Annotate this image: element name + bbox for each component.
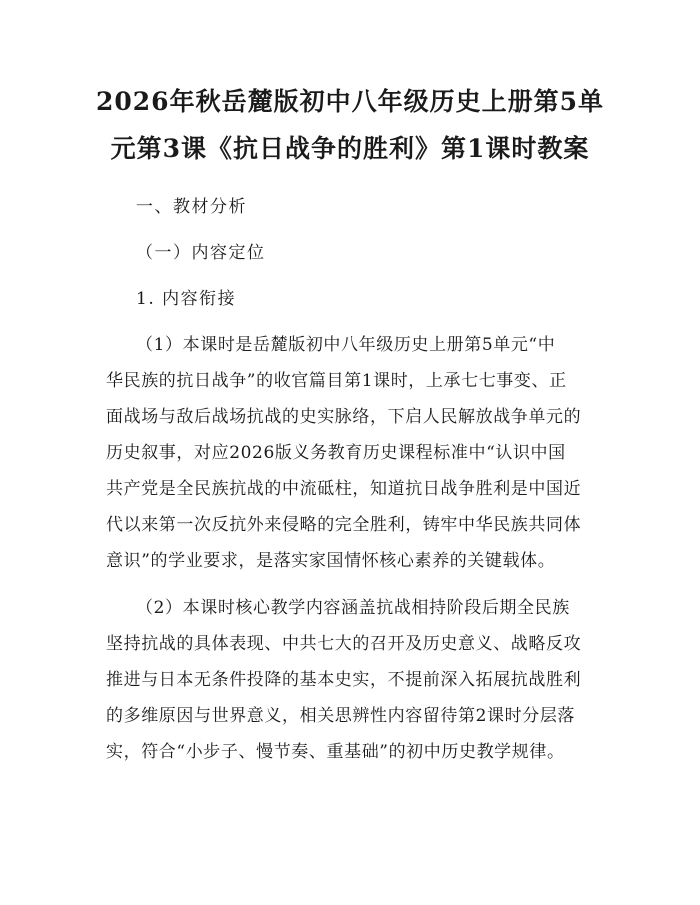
- document-title-line-1: 2026年秋岳麓版初中八年级历史上册第5单: [96, 87, 604, 116]
- paragraph-1-line: 代以来第一次反抗外来侵略的完全胜利，铸牢中华民族共同体: [106, 515, 582, 535]
- paragraph-2-line: 实，符合“小步子、慢节奏、重基础”的初中历史教学规律。: [106, 742, 565, 762]
- paragraph-2-line: 推进与日本无条件投降的基本史实，不提前深入拓展抗战胜利: [106, 670, 582, 690]
- paragraph-1-line: 意识”的学业要求，是落实家国情怀核心素养的关键载体。: [106, 551, 556, 571]
- paragraph-1-line: （1）本课时是岳麓版初中八年级历史上册第5单元“中: [136, 335, 556, 355]
- paragraph-1-line: 华民族的抗日战争”的收官篇目第1课时，上承七七事变、正: [106, 371, 567, 391]
- document-title-line-2: 元第3课《抗日战争的胜利》第1课时教案: [110, 134, 590, 163]
- paragraph-2-line: 坚持抗战的具体表现、中共七大的召开及历史意义、战略反攻: [106, 634, 582, 654]
- paragraph-1-line: 历史叙事，对应2026版义务教育历史课程标准中“认识中国: [106, 443, 566, 463]
- paragraph-2-line: （2）本课时核心教学内容涵盖抗战相持阶段后期全民族: [136, 598, 570, 618]
- section-heading-content-connection: 1. 内容衔接: [136, 289, 237, 309]
- paragraph-1-line: 面战场与敌后战场抗战的史实脉络，下启人民解放战争单元的: [106, 407, 582, 427]
- paragraph-2-line: 的多维原因与世界意义，相关思辨性内容留待第2课时分层落: [106, 706, 576, 726]
- paragraph-1-line: 共产党是全民族抗战的中流砥柱，知道抗日战争胜利是中国近: [106, 479, 582, 499]
- section-heading-textbook-analysis: 一、教材分析: [136, 197, 247, 217]
- section-heading-content-positioning: （一）内容定位: [136, 243, 266, 263]
